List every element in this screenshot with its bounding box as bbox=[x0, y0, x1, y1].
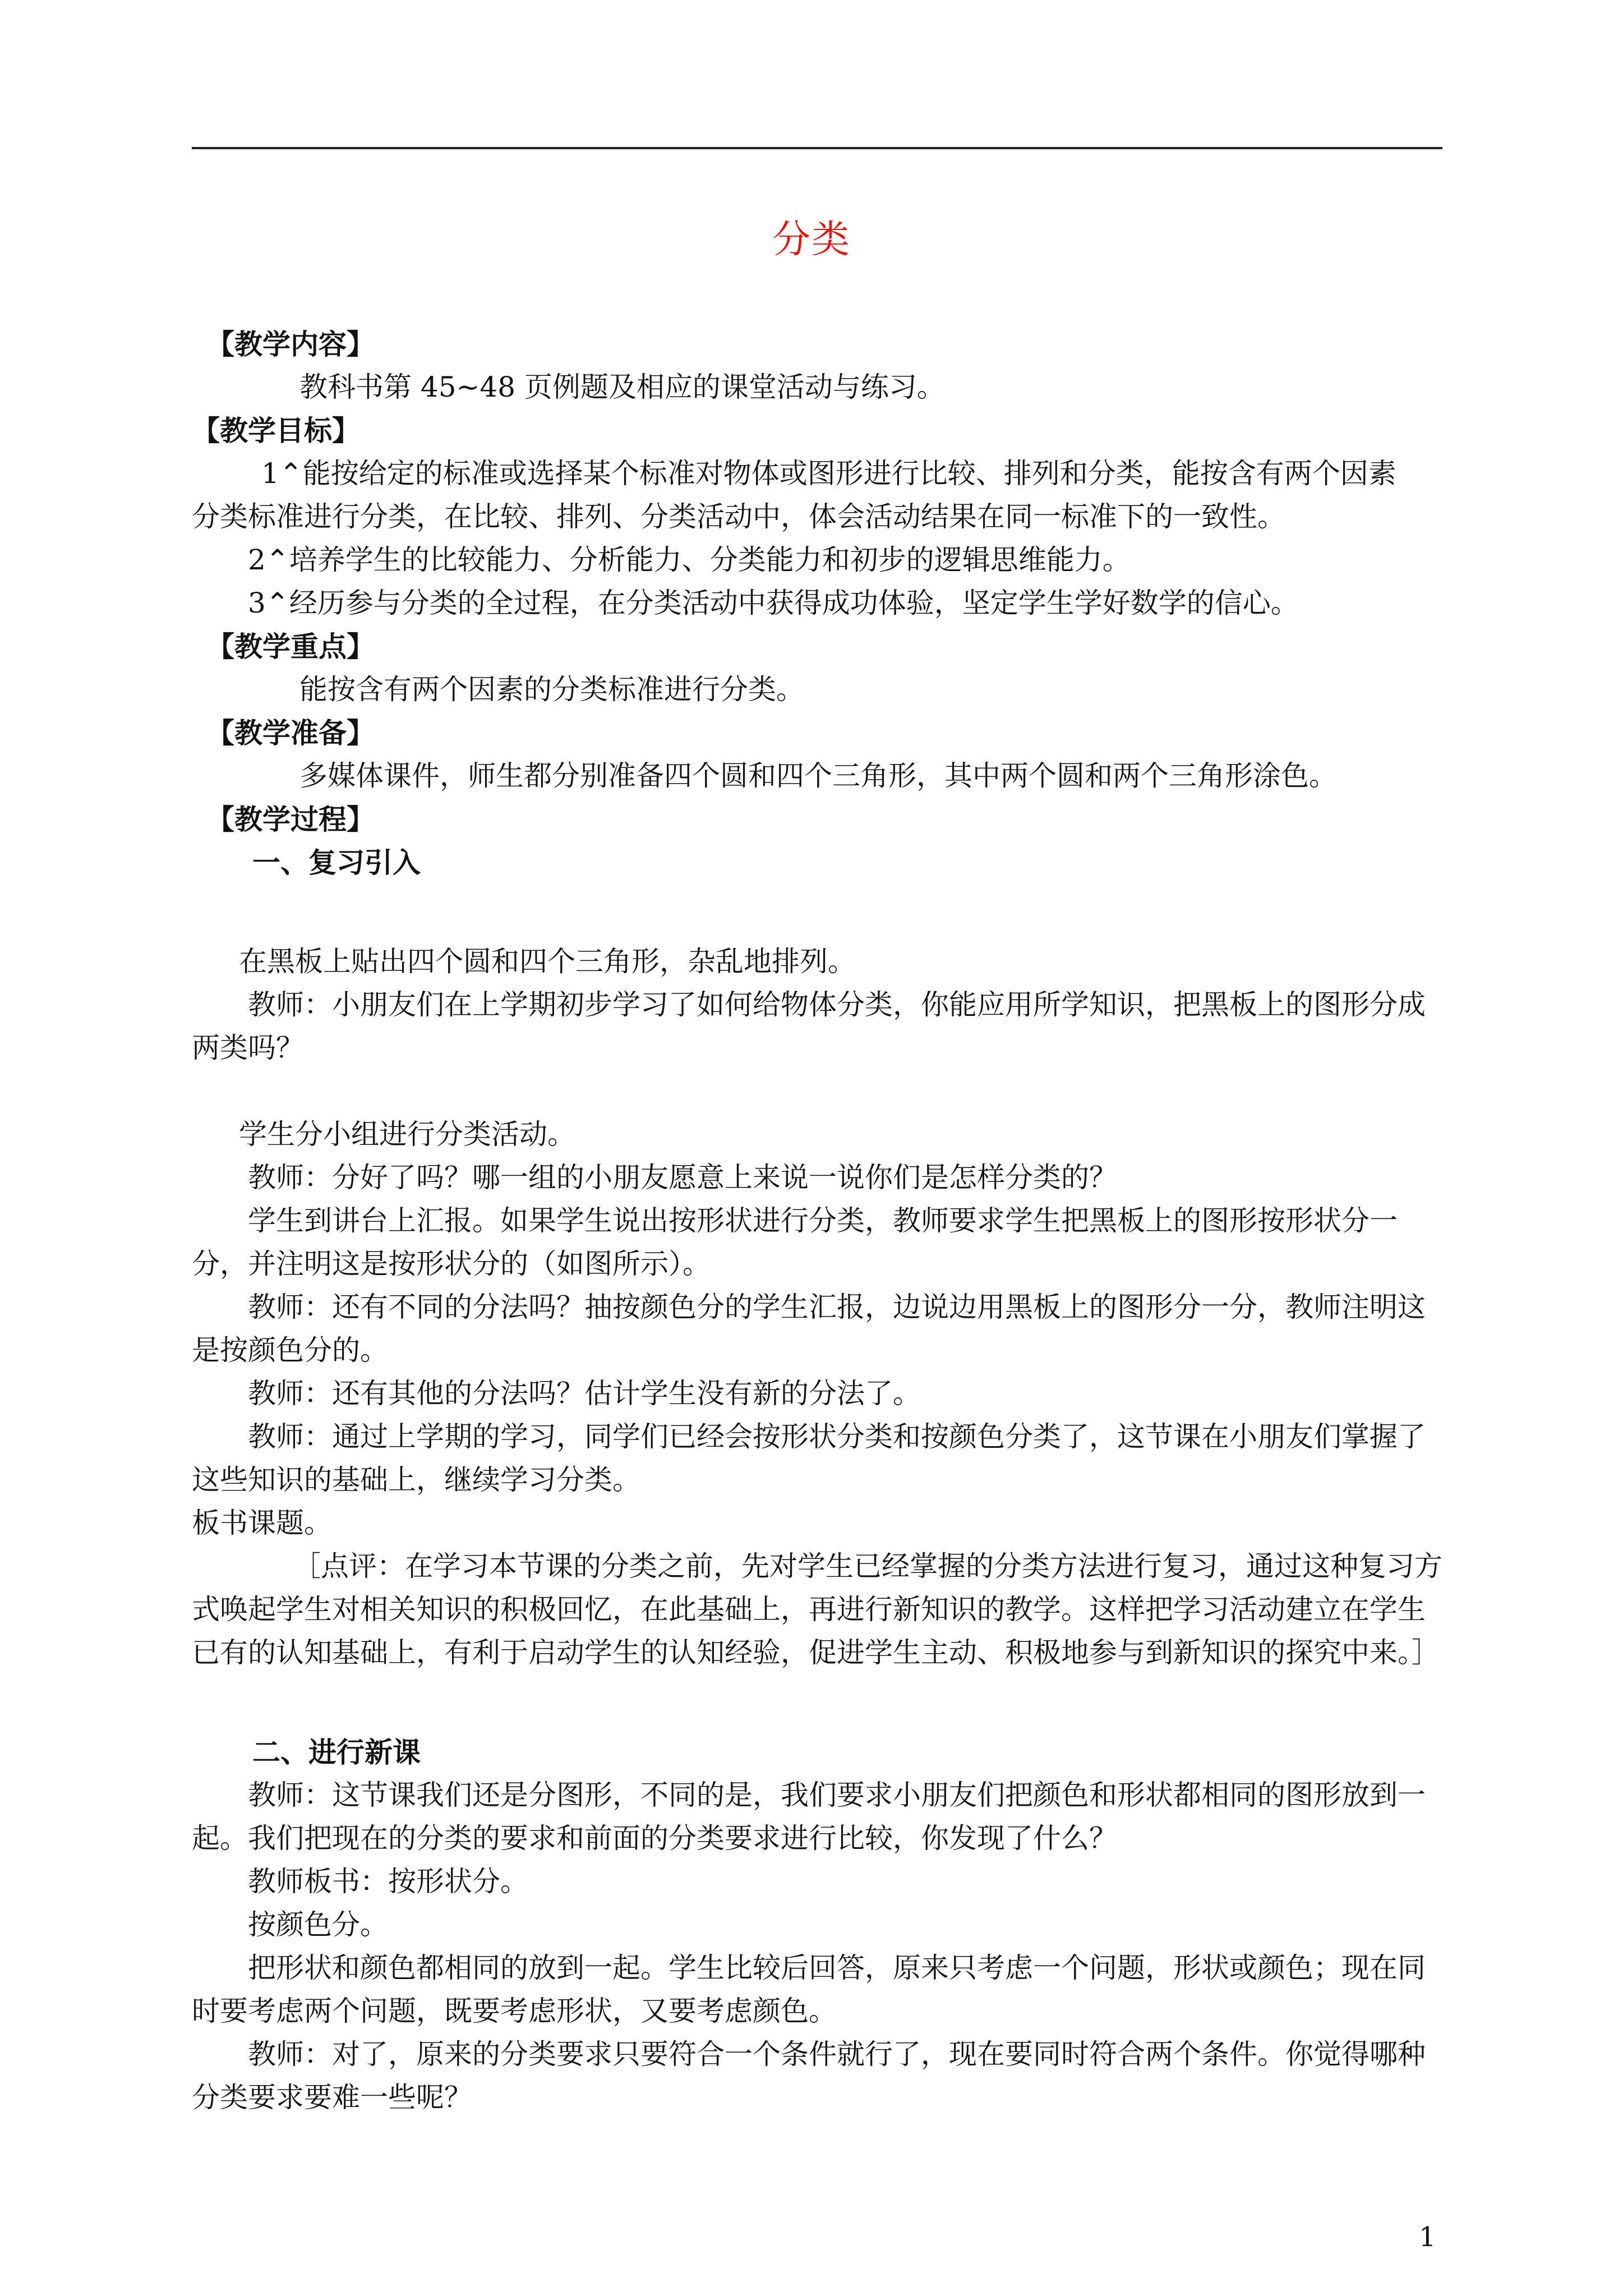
review-note: ［点评：在学习本节课的分类之前，先对学生已经掌握的分类方法进行复习，通过这种复习方式唤起学生对相关知识的积极回忆，在此基础上，再进行新知识的教学。这样把学习活动建立在学生已有的认知基础上，有利于启动学生的认知经验，促进学生主动、积极地参与到新知识的探究中来。］ bbox=[192, 1550, 1442, 1669]
process-heading: 【教学过程】 bbox=[206, 803, 375, 836]
focus-text: 能按含有两个因素的分类标准进行分类。 bbox=[299, 673, 804, 706]
prep-text: 多媒体课件，师生都分别准备四个圆和四个三角形，其中两个圆和两个三角形涂色。 bbox=[299, 760, 1337, 792]
goal-1-line1: 1⌃能按给定的标准或选择某个标准对物体或图形进行比较、排列和分类，能按含有两个因素 bbox=[261, 457, 1396, 490]
part2-heading: 二、进行新课 bbox=[252, 1736, 421, 1769]
focus-heading: 【教学重点】 bbox=[206, 630, 375, 663]
part2-paragraph: 教师：对了，原来的分类要求只要符合一个条件就行了，现在要同时符合两个条件。你觉得哪种分类要求要难一些呢？ bbox=[192, 2038, 1426, 2114]
goal-1-line2: 分类标准进行分类，在比较、排列、分类活动中，体会活动结果在同一标准下的一致性。 bbox=[192, 500, 1285, 533]
header-rule bbox=[192, 147, 1442, 149]
goal-2: 2⌃培养学生的比较能力、分析能力、分类能力和初步的逻辑思维能力。 bbox=[248, 544, 1131, 576]
goals-heading: 【教学目标】 bbox=[192, 414, 360, 447]
content-text: 教科书第 45~48 页例题及相应的课堂活动与练习。 bbox=[299, 371, 945, 403]
part1-paragraph: 在黑板上贴出四个圆和四个三角形，杂乱地排列。 bbox=[239, 945, 856, 978]
part1-paragraph: 教师：小朋友们在上学期初步学习了如何给物体分类，你能应用所学知识，把黑板上的图形分成两类吗？ bbox=[192, 988, 1426, 1064]
part2-paragraph: 教师：这节课我们还是分图形，不同的是，我们要求小朋友们把颜色和形状都相同的图形放到一起。我们把现在的分类的要求和前面的分类要求进行比较，你发现了什么？ bbox=[192, 1779, 1426, 1855]
goal-3: 3⌃经历参与分类的全过程，在分类活动中获得成功体验，坚定学生学好数学的信心。 bbox=[248, 587, 1299, 619]
document-title: 分类 bbox=[772, 218, 851, 262]
part2-paragraph: 按颜色分。 bbox=[248, 1908, 388, 1941]
part1-paragraph: 板书课题。 bbox=[192, 1507, 332, 1539]
content-heading: 【教学内容】 bbox=[206, 328, 375, 361]
part1-heading: 一、复习引入 bbox=[252, 846, 421, 879]
document-body bbox=[192, 323, 1442, 2119]
part2-paragraph: 教师板书：按形状分。 bbox=[248, 1865, 528, 1898]
part1-paragraph: 学生到讲台上汇报。如果学生说出按形状进行分类，教师要求学生把黑板上的图形按形状分一分，并注明这是按形状分的（如图所示）。 bbox=[192, 1204, 1398, 1280]
part1-paragraph: 学生分小组进行分类活动。 bbox=[239, 1118, 575, 1151]
page-number: 1 bbox=[1419, 2221, 1436, 2253]
part1-paragraph: 教师：还有其他的分法吗？估计学生没有新的分法了。 bbox=[248, 1377, 921, 1410]
part1-paragraph: 教师：还有不同的分法吗？抽按颜色分的学生汇报，边说边用黑板上的图形分一分，教师注明这是按颜色分的。 bbox=[192, 1291, 1426, 1366]
prep-heading: 【教学准备】 bbox=[206, 716, 375, 749]
part1-paragraph: 教师：通过上学期的学习，同学们已经会按形状分类和按颜色分类了，这节课在小朋友们掌握了这些知识的基础上，继续学习分类。 bbox=[192, 1420, 1426, 1496]
part1-paragraph: 教师：分好了吗？哪一组的小朋友愿意上来说一说你们是怎样分类的？ bbox=[248, 1161, 1117, 1194]
part2-paragraph: 把形状和颜色都相同的放到一起。学生比较后回答，原来只考虑一个问题，形状或颜色；现在同时要考虑两个问题，既要考虑形状，又要考虑颜色。 bbox=[192, 1952, 1426, 2027]
